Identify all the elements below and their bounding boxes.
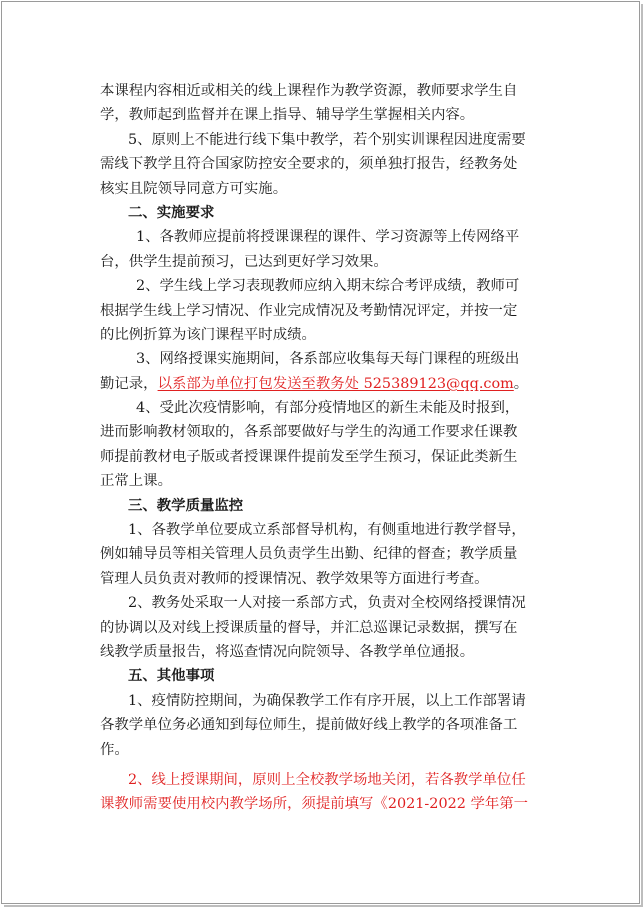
- paragraph-line: 作。: [100, 741, 129, 758]
- paragraph-line: 的协调以及对线上授课质量的督导，并汇总巡课记录数据，撰写在: [100, 619, 518, 636]
- section-heading-implementation: 二、实施要求: [128, 203, 215, 221]
- paragraph-line: 的比例折算为该门课程平时成绩。: [100, 326, 316, 343]
- paragraph-line: 台，供学生提前预习，已达到更好学习效果。: [100, 253, 388, 270]
- email-instruction-link[interactable]: 以系部为单位打包发送至教务处 525389123@qq.com: [157, 375, 514, 392]
- document-body: [100, 79, 548, 817]
- paragraph-line: 1、疫情防控期间，为确保教学工作有序开展，以上工作部署请: [128, 692, 526, 709]
- paragraph-line: 1、各教师应提前将授课课程的课件、学习资源等上传网络平: [136, 229, 520, 246]
- section-heading-other-matters: 五、其他事项: [128, 667, 215, 685]
- paragraph-line: 线教学质量报告，将巡查情况向院领导、各教学单位通报。: [100, 643, 475, 660]
- paragraph-line: 5、原则上不能进行线下集中教学，若个别实训课程因进度需要: [128, 131, 526, 148]
- paragraph-line: [100, 372, 548, 396]
- paragraph-line: 学，教师起到监督并在课上指导、辅导学生掌握相关内容。: [100, 107, 475, 124]
- attendance-text: 勤记录，: [100, 375, 158, 392]
- paragraph-line: 例如辅导员等相关管理人员负责学生出勤、纪律的督查；教学质量: [100, 546, 518, 563]
- paragraph-line: 进而影响教材领取的，各系部要做好与学生的沟通工作要求任课教: [100, 424, 518, 441]
- paragraph-line: 根据学生线上学习情况、作业完成情况及考勤情况评定，并按一定: [100, 302, 518, 319]
- section-heading-quality-monitoring: 三、教学质量监控: [128, 496, 244, 514]
- paragraph-line: 4、受此次疫情影响，有部分疫情地区的新生未能及时报到，: [136, 400, 520, 417]
- paragraph-line: 需线下教学且符合国家防控安全要求的，须单独打报告，经教务处: [100, 156, 518, 173]
- paragraph-line-highlighted: 课教师需要使用校内教学场所，须提前填写《2021-2022 学年第一: [100, 796, 529, 813]
- paragraph-line: 核实且院领导同意方可实施。: [100, 180, 288, 197]
- sentence-end: 。: [513, 375, 529, 392]
- paragraph-line: 正常上课。: [100, 473, 172, 490]
- paragraph-line-highlighted: 2、线上授课期间，原则上全校教学场地关闭，若各教学单位任: [128, 771, 526, 788]
- paragraph-line: 1、各教学单位要成立系部督导机构，有侧重地进行教学督导，: [128, 522, 526, 539]
- paragraph-line: 管理人员负责对教师的授课情况、教学效果等方面进行考查。: [100, 570, 489, 587]
- paragraph-line: 2、学生线上学习表现教师应纳入期末综合考评成绩，教师可: [136, 278, 520, 295]
- paragraph-line: 各教学单位务必通知到每位师生，提前做好线上教学的各项准备工: [100, 717, 518, 734]
- paragraph-line: 师提前教材电子版或者授课课件提前发至学生预习，保证此类新生: [100, 448, 518, 465]
- paragraph-line: 3、网络授课实施期间，各系部应收集每天每门课程的班级出: [136, 351, 520, 368]
- paragraph-line: 本课程内容相近或相关的线上课程作为教学资源，教师要求学生自: [100, 83, 518, 99]
- paragraph-line: 2、教务处采取一人对接一系部方式，负责对全校网络授课情况: [128, 595, 526, 612]
